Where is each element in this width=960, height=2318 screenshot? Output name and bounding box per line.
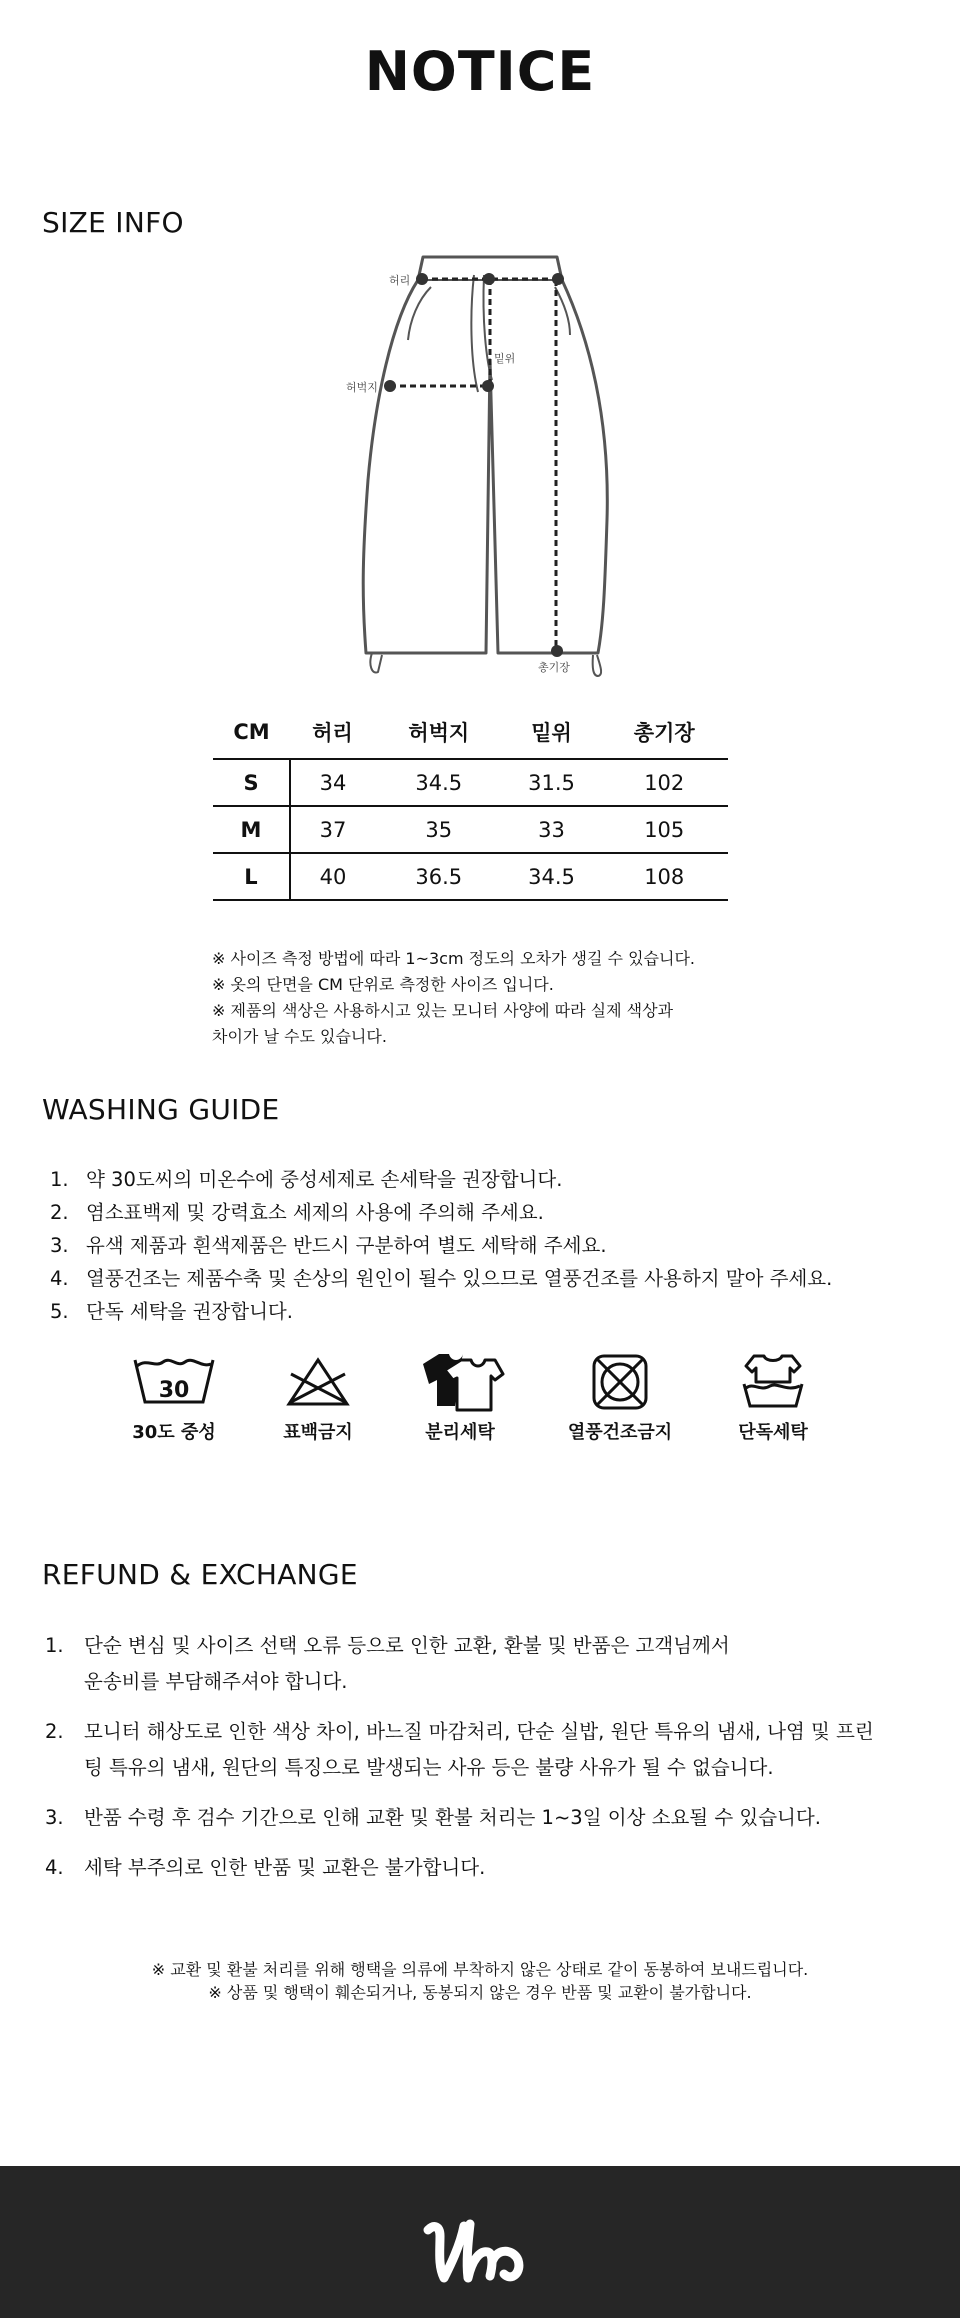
- size-info-heading: SIZE INFO: [42, 206, 184, 239]
- size-cell: S: [213, 759, 290, 806]
- table-row: [213, 853, 728, 900]
- size-cell: L: [213, 853, 290, 900]
- list-item: 4. 세탁 부주의로 인한 반품 및 교환은 불가합니다.: [45, 1856, 486, 1879]
- column-header: 밑위: [531, 721, 572, 745]
- table-row: [213, 806, 728, 853]
- table-cell: 102: [644, 770, 685, 795]
- table-cell: 37: [319, 817, 347, 842]
- refund-note: ※ 교환 및 환불 처리를 위해 행택을 의류에 부착하지 않은 상태로 같이 동봉하여 보내드립니다.: [151, 1960, 809, 1979]
- table-cell: 40: [319, 864, 347, 889]
- size-note: ※ 사이즈 측정 방법에 따라 1~3cm 정도의 오차가 생길 수 있습니다.: [212, 949, 695, 968]
- wash-icon-30: 30 30도 중성: [114, 1352, 234, 1444]
- table-cell: 33: [538, 817, 565, 842]
- wash-icon-alone: 단독세탁: [713, 1352, 833, 1444]
- no-bleach-icon: [283, 1352, 353, 1412]
- unit-header: CM: [233, 720, 270, 744]
- list-item: 2. 염소표백제 및 강력효소 세제의 사용에 주의해 주세요.: [50, 1201, 544, 1224]
- footer: [0, 2166, 960, 2318]
- brand-logo-icon: [420, 2216, 530, 2288]
- list-item: 3. 반품 수령 후 검수 기간으로 인해 교환 및 환불 처리는 1~3일 이상 소요될 수 있습니다.: [45, 1806, 821, 1829]
- table-cell: 34.5: [528, 864, 575, 889]
- size-table-header: [213, 706, 728, 759]
- refund-note: ※ 상품 및 행택이 훼손되거나, 동봉되지 않은 경우 반품 및 교환이 불가합니다.: [208, 1983, 752, 2002]
- column-header: 허벅지: [408, 721, 470, 745]
- wash-30-icon: [129, 1352, 219, 1412]
- list-item: 4. 열풍건조는 제품수축 및 손상의 원인이 될수 있으므로 열풍건조를 사용하지 말아 주세요.: [50, 1267, 833, 1290]
- size-notes: [212, 946, 695, 1050]
- diagram-label-length: 총기장: [538, 661, 570, 674]
- no-tumble-dry-icon: [588, 1352, 652, 1412]
- separate-wash-icon: [415, 1350, 505, 1412]
- wash-icon-separate: 분리세탁: [400, 1350, 520, 1444]
- column-header: 총기장: [633, 721, 695, 745]
- size-note: ※ 제품의 색상은 사용하시고 있는 모니터 사양에 따라 실제 색상과: [212, 1001, 674, 1020]
- table-cell: 34.5: [415, 770, 463, 795]
- page-title: NOTICE: [364, 40, 596, 103]
- table-cell: 36.5: [415, 864, 463, 889]
- list-item: 5. 단독 세탁을 권장합니다.: [50, 1300, 293, 1323]
- size-note: ※ 옷의 단면을 CM 단위로 측정한 사이즈 입니다.: [212, 975, 554, 994]
- column-header: 허리: [312, 721, 353, 745]
- size-cell: M: [213, 806, 290, 853]
- pants-outline-icon: [363, 257, 607, 653]
- table-cell: 31.5: [528, 770, 575, 795]
- table-cell: 108: [644, 864, 685, 889]
- list-item: 1. 약 30도씨의 미온수에 중성세제로 손세탁을 권장합니다.: [50, 1168, 563, 1191]
- list-item: 2. 모니터 해상도로 인한 색상 차이, 바느질 마감처리, 단순 실밥, 원단 특유의 냄새, 나염 및 프린팅 특유의 냄새, 원단의 특징으로 발생되는 사유 등은 불량 사유가 될 수 없습니다.: [45, 1720, 874, 1779]
- svg-text:30: 30: [158, 1378, 190, 1403]
- wash-alone-icon: [740, 1352, 806, 1412]
- table-cell: 34: [319, 770, 347, 795]
- refund-list: [42, 1628, 904, 1900]
- wash-icon-no-bleach: 표백금지: [258, 1352, 378, 1444]
- refund-notes: [0, 1958, 960, 2004]
- table-cell: 105: [644, 817, 685, 842]
- list-item: 3. 유색 제품과 흰색제품은 반드시 구분하여 별도 세탁해 주세요.: [50, 1234, 607, 1257]
- diagram-label-rise: 밑위: [494, 352, 516, 365]
- table-cell: 35: [425, 817, 453, 842]
- diagram-label-thigh: 허벅지: [346, 381, 378, 394]
- washing-guide-list: [42, 1163, 832, 1328]
- pants-diagram: [330, 250, 630, 690]
- refund-exchange-heading: REFUND & EXCHANGE: [42, 1558, 358, 1591]
- wash-icon-no-tumble: 열풍건조금지: [555, 1352, 685, 1444]
- diagram-label-waist: 허리: [389, 274, 411, 287]
- list-item: 1. 단순 변심 및 사이즈 선택 오류 등으로 인한 교환, 환불 및 반품은 고객님께서 운송비를 부담해주셔야 합니다.: [45, 1634, 730, 1693]
- table-row: [213, 759, 728, 806]
- size-table: [213, 706, 728, 901]
- washing-guide-heading: WASHING GUIDE: [42, 1093, 280, 1126]
- size-note: 차이가 날 수도 있습니다.: [212, 1027, 387, 1046]
